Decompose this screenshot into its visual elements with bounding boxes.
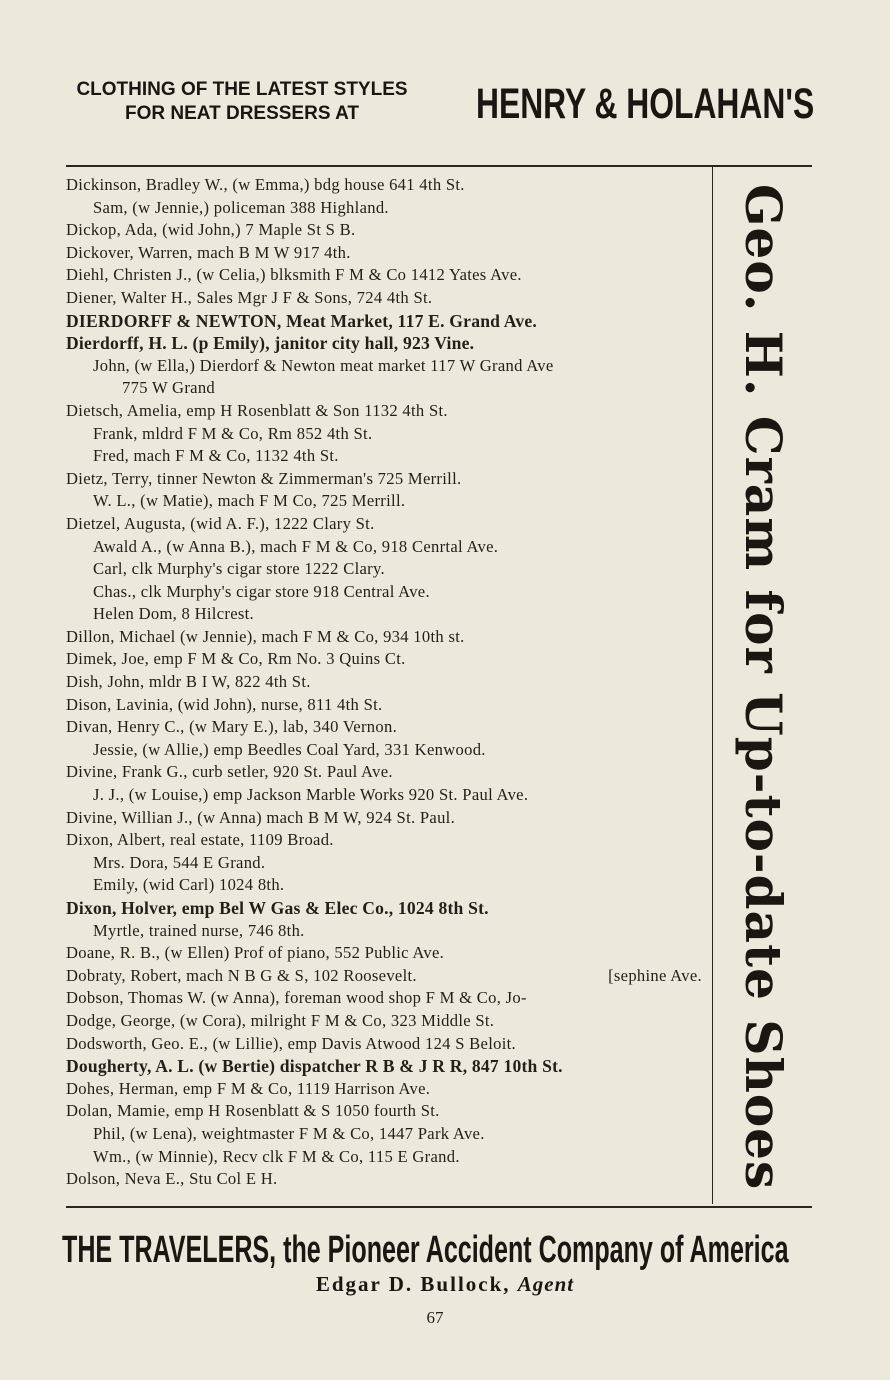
directory-entry — [66, 784, 710, 807]
directory-entry — [66, 377, 710, 400]
entry-text: Dickop, Ada, (wid John,) 7 Maple St S B. — [66, 220, 356, 240]
entry-text: Divine, Frank G., curb setler, 920 St. Paul Ave. — [66, 762, 393, 782]
entry-text: Myrtle, trained nurse, 746 8th. — [93, 920, 305, 940]
directory-entry — [66, 1100, 710, 1123]
entry-text: DIERDORFF & NEWTON, Meat Market, 117 E. Grand Ave. — [66, 310, 537, 331]
entry-text: Helen Dom, 8 Hilcrest. — [93, 604, 254, 624]
entry-text: Carl, clk Murphy's cigar store 1222 Clary. — [93, 559, 385, 579]
header-clothing-ad — [66, 78, 418, 126]
directory-entry — [66, 1123, 710, 1146]
header-ad-line-2: FOR NEAT DRESSERS AT — [125, 103, 359, 124]
entry-text: Dolson, Neva E., Stu Col E H. — [66, 1169, 278, 1189]
directory-entry — [66, 694, 710, 717]
directory-entry — [66, 626, 710, 649]
entry-text: Dolan, Mamie, emp H Rosenblatt & S 1050 fourth St. — [66, 1101, 440, 1121]
directory-entry — [66, 987, 710, 1010]
entry-text: Diehl, Christen J., (w Celia,) blksmith F M & Co 1412 Yates Ave. — [66, 265, 522, 285]
bottom-rule — [66, 1206, 812, 1208]
directory-entry — [66, 897, 710, 920]
directory-entry — [66, 761, 710, 784]
entry-text: Dougherty, A. L. (w Bertie) dispatcher R B & J R R, 847 10th St. — [66, 1056, 563, 1077]
entry-text: Divine, Willian J., (w Anna) mach B M W, 924 St. Paul. — [66, 807, 456, 827]
entry-text: Dobson, Thomas W. (w Anna), foreman wood shop F M & Co, Jo- — [66, 988, 527, 1008]
directory-listing — [66, 174, 710, 1191]
entry-text: Dodsworth, Geo. E., (w Lillie), emp Davis Atwood 124 S Beloit. — [66, 1033, 516, 1053]
footer-agent-line — [0, 1270, 890, 1298]
entry-text: Dietzel, Augusta, (wid A. F.), 1222 Clary St. — [66, 513, 375, 533]
agent-name: Edgar D. Bullock, — [315, 1272, 511, 1296]
top-rule — [66, 165, 812, 167]
directory-entry — [66, 400, 710, 423]
directory-entry — [66, 242, 710, 265]
entry-text: Dobraty, Robert, mach N B G & S, 102 Roosevelt. — [66, 965, 417, 985]
directory-entry — [66, 558, 710, 581]
directory-entry — [66, 671, 710, 694]
directory-entry — [66, 1078, 710, 1101]
entry-text: Dison, Lavinia, (wid John), nurse, 811 4th St. — [66, 694, 383, 714]
entry-text: Wm., (w Minnie), Recv clk F M & Co, 115 E Grand. — [93, 1146, 460, 1166]
entry-text: Frank, mldrd F M & Co, Rm 852 4th St. — [93, 423, 373, 443]
directory-entry — [66, 490, 710, 513]
directory-entry — [66, 445, 710, 468]
entry-continuation: [sephine Ave. — [608, 965, 702, 985]
directory-entry — [66, 716, 710, 739]
entry-text: Dixon, Holver, emp Bel W Gas & Elec Co., 1024 8th St. — [66, 898, 489, 918]
entry-text: J. J., (w Louise,) emp Jackson Marble Works 920 St. Paul Ave. — [93, 785, 529, 805]
directory-entry — [66, 174, 710, 197]
directory-entry — [66, 965, 710, 988]
directory-entry — [66, 355, 710, 378]
entry-text: Mrs. Dora, 544 E Grand. — [93, 852, 266, 872]
directory-entry — [66, 310, 710, 333]
directory-entry — [66, 648, 710, 671]
side-ad-text: Geo. H. Cram for Up-to-date Shoes — [734, 183, 793, 1191]
entry-text: Dietsch, Amelia, emp H Rosenblatt & Son 1132 4th St. — [66, 400, 448, 420]
entry-text: Dish, John, mldr B I W, 822 4th St. — [66, 672, 311, 692]
directory-entry — [66, 287, 710, 310]
directory-entry — [66, 332, 710, 355]
page-number: 67 — [426, 1308, 444, 1327]
directory-entry — [66, 264, 710, 287]
entry-text: Dietz, Terry, tinner Newton & Zimmerman's 725 Merrill. — [66, 468, 462, 488]
directory-entry — [66, 581, 710, 604]
entry-text: Dimek, Joe, emp F M & Co, Rm No. 3 Quins Ct. — [66, 649, 406, 669]
entry-text: Fred, mach F M & Co, 1132 4th St. — [93, 446, 339, 466]
entry-text: Emily, (wid Carl) 1024 8th. — [93, 875, 285, 895]
directory-entry — [66, 1168, 710, 1191]
directory-entry — [66, 603, 710, 626]
header-store-name: HENRY & HOLAHAN'S — [476, 80, 815, 128]
entry-text: John, (w Ella,) Dierdorf & Newton meat market 117 W Grand Ave — [93, 355, 554, 375]
entry-text: Dohes, Herman, emp F M & Co, 1119 Harrison Ave. — [66, 1078, 431, 1098]
directory-entry — [66, 1055, 710, 1078]
entry-text: Phil, (w Lena), weightmaster F M & Co, 1447 Park Ave. — [93, 1123, 485, 1143]
entry-text: Dickinson, Bradley W., (w Emma,) bdg house 641 4th St. — [66, 175, 465, 194]
entry-text: 775 W Grand — [122, 378, 216, 398]
entry-text: Divan, Henry C., (w Mary E.), lab, 340 Vernon. — [66, 717, 398, 737]
footer-insurance-ad: THE TRAVELERS, the Pioneer Accident Company of America — [62, 1229, 789, 1271]
directory-entry — [66, 920, 710, 943]
directory-entry — [66, 536, 710, 559]
directory-entry — [66, 197, 710, 220]
entry-text: Sam, (w Jennie,) policeman 388 Highland. — [93, 197, 389, 217]
directory-entry — [66, 807, 710, 830]
directory-entry — [66, 874, 710, 897]
entry-text: Dixon, Albert, real estate, 1109 Broad. — [66, 830, 334, 850]
entry-text: Doane, R. B., (w Ellen) Prof of piano, 552 Public Ave. — [66, 943, 445, 963]
agent-title: Agent — [517, 1272, 575, 1296]
directory-entry — [66, 423, 710, 446]
directory-entry — [66, 852, 710, 875]
directory-entry — [66, 739, 710, 762]
entry-text: Dickover, Warren, mach B M W 917 4th. — [66, 242, 351, 262]
directory-entry — [66, 219, 710, 242]
entry-text: Chas., clk Murphy's cigar store 918 Central Ave. — [93, 581, 430, 601]
directory-entry — [66, 1010, 710, 1033]
entry-text: Jessie, (w Allie,) emp Beedles Coal Yard, 331 Kenwood. — [93, 739, 486, 759]
directory-entry — [66, 468, 710, 491]
entry-text: W. L., (w Matie), mach F M Co, 725 Merrill. — [93, 491, 406, 511]
directory-entry — [66, 1146, 710, 1169]
entry-text: Dierdorff, H. L. (p Emily), janitor city hall, 923 Vine. — [66, 333, 475, 354]
entry-text: Dodge, George, (w Cora), milright F M & Co, 323 Middle St. — [66, 1010, 495, 1030]
entry-text: Diener, Walter H., Sales Mgr J F & Sons, 724 4th St. — [66, 287, 433, 307]
entry-text: Awald A., (w Anna B.), mach F M & Co, 918 Cenrtal Ave. — [93, 536, 499, 556]
header-ad-line-1: CLOTHING OF THE LATEST STYLES — [76, 79, 408, 100]
entry-text: Dillon, Michael (w Jennie), mach F M & Co, 934 10th st. — [66, 626, 465, 646]
directory-entry — [66, 829, 710, 852]
directory-entry — [66, 942, 710, 965]
directory-entry — [66, 513, 710, 536]
column-divider — [712, 166, 713, 1204]
directory-entry — [66, 1033, 710, 1056]
side-advertisement — [733, 168, 793, 1206]
